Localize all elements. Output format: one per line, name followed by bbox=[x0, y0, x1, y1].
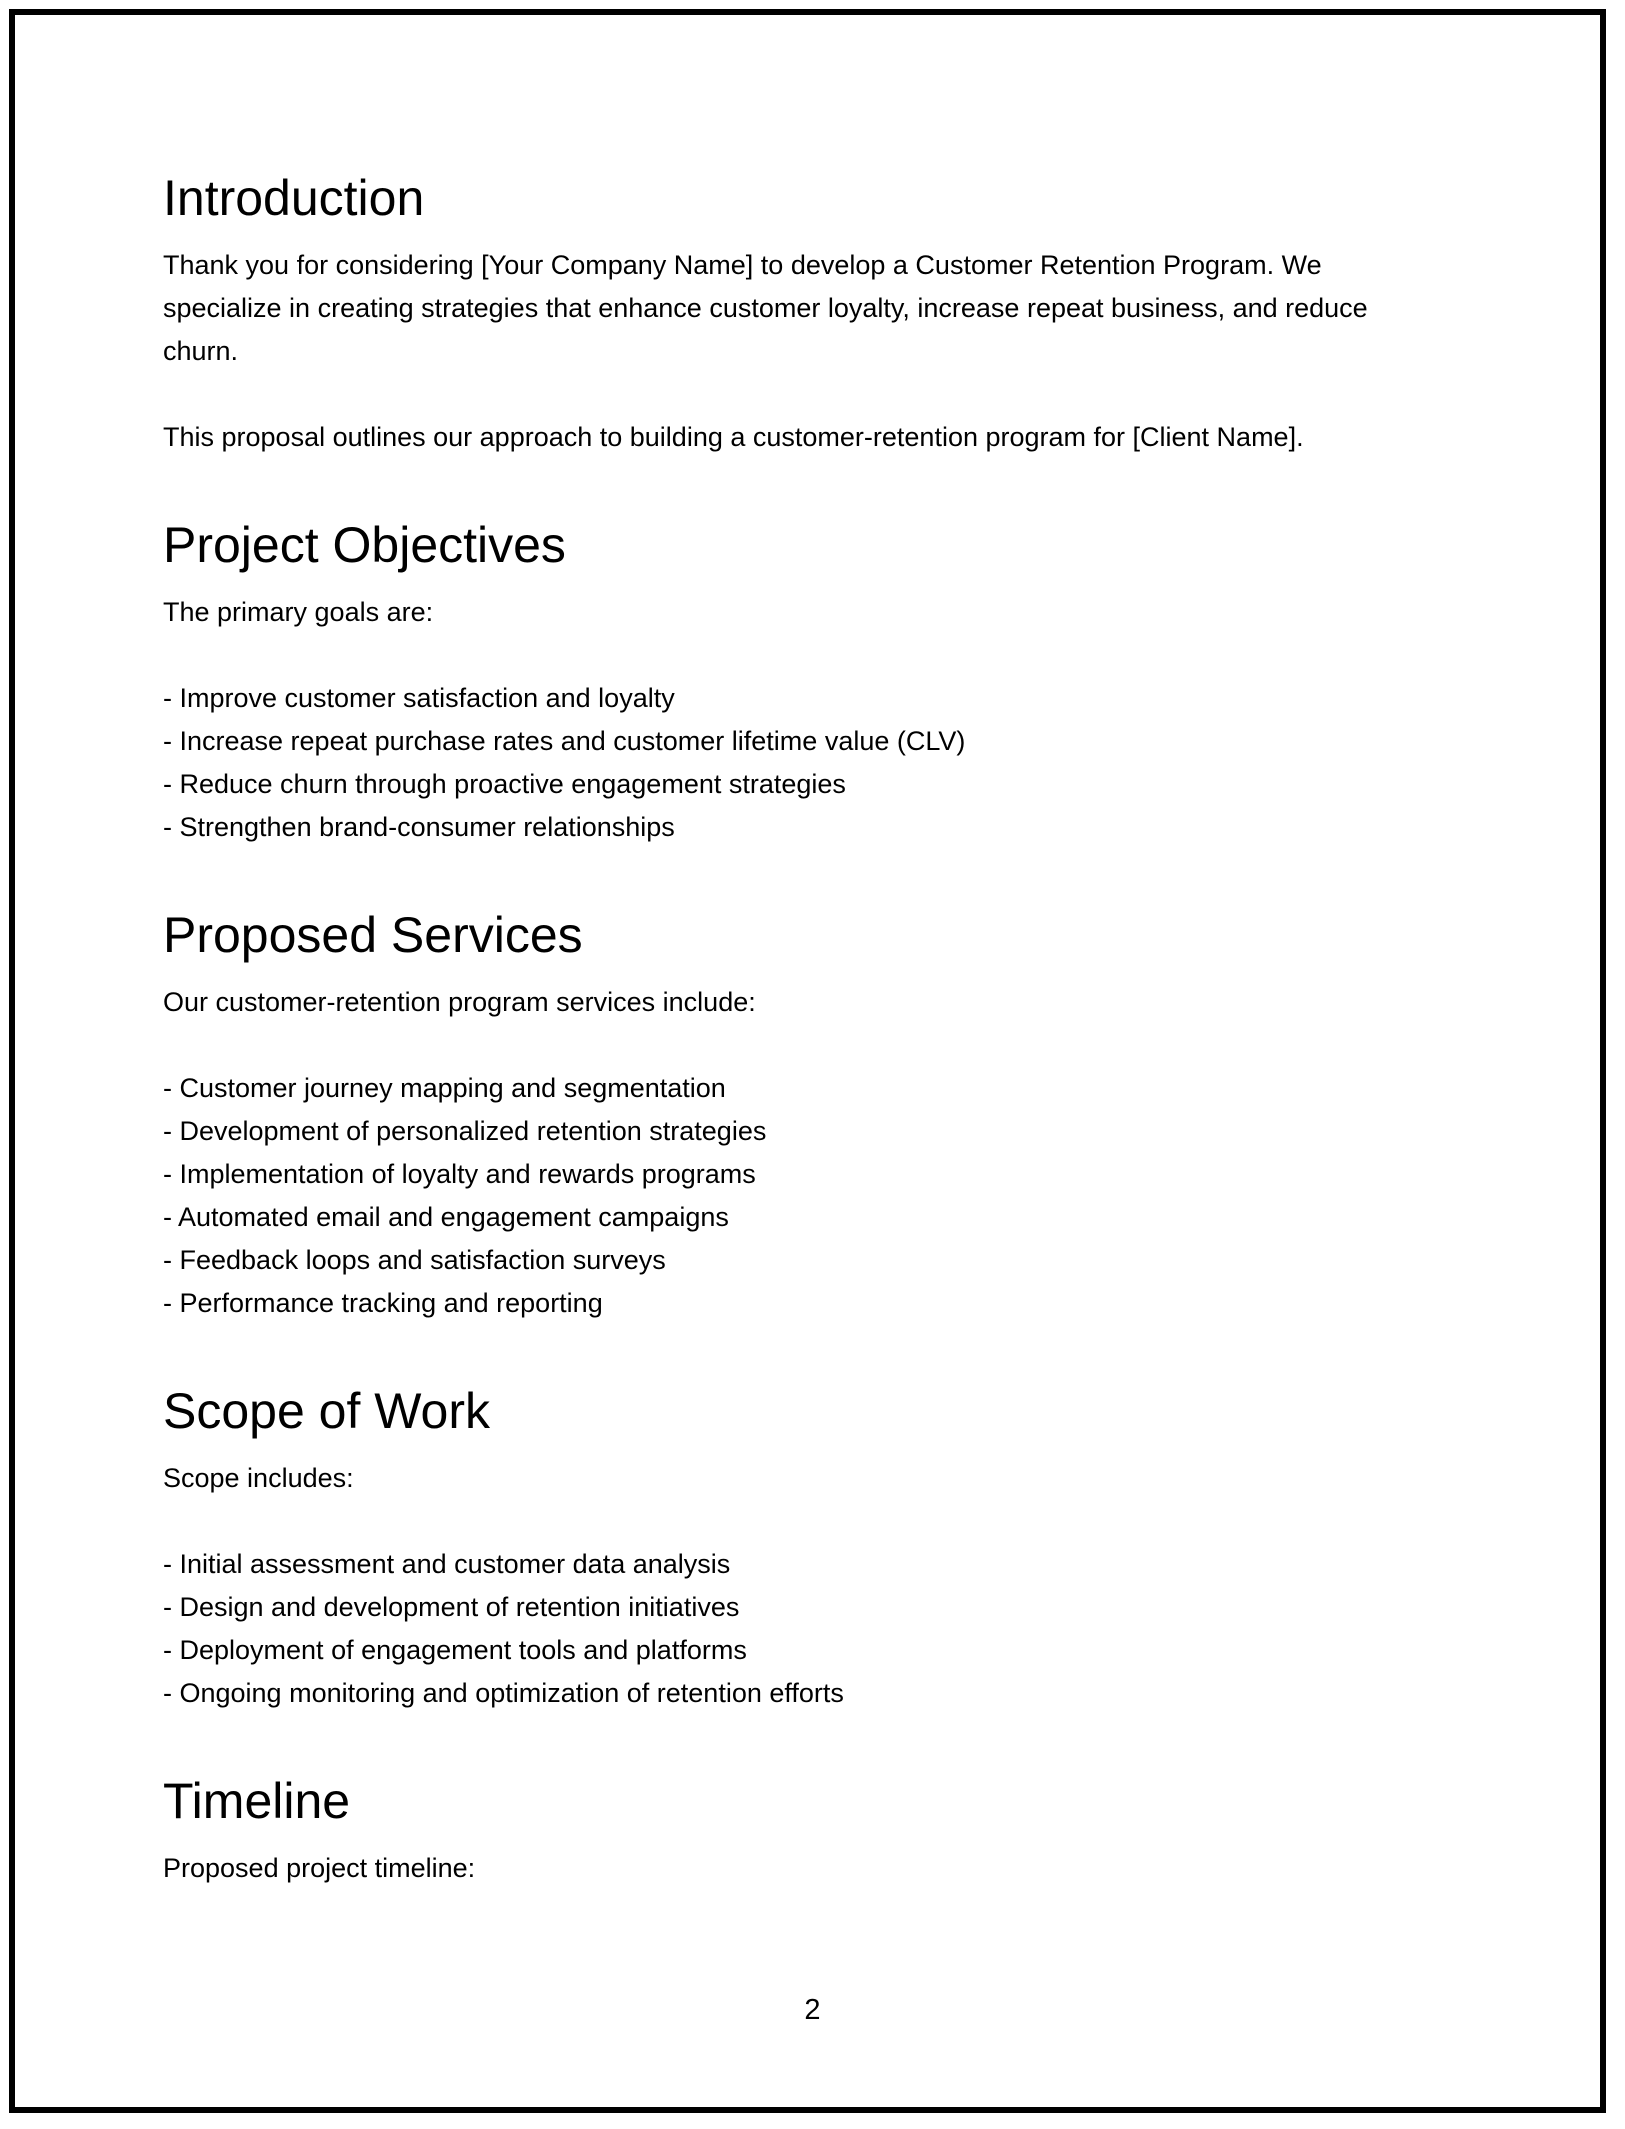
list-item: - Improve customer satisfaction and loyalty bbox=[163, 683, 675, 713]
document-body bbox=[163, 166, 1443, 1944]
services-list bbox=[163, 1067, 1443, 1325]
list-item: - Ongoing monitoring and optimization of retention efforts bbox=[163, 1678, 844, 1708]
section-introduction bbox=[163, 166, 1443, 459]
heading-proposed-services: Proposed Services bbox=[163, 907, 583, 963]
list-item: - Customer journey mapping and segmentation bbox=[163, 1073, 726, 1103]
scope-intro: Scope includes: bbox=[163, 1463, 354, 1493]
list-item: - Automated email and engagement campaigns bbox=[163, 1202, 729, 1232]
list-item: - Initial assessment and customer data analysis bbox=[163, 1549, 731, 1579]
objectives-list bbox=[163, 677, 1443, 849]
list-item: - Strengthen brand-consumer relationships bbox=[163, 812, 675, 842]
section-timeline bbox=[163, 1769, 1443, 1890]
objectives-intro: The primary goals are: bbox=[163, 597, 434, 627]
list-item: - Development of personalized retention strategies bbox=[163, 1116, 767, 1146]
services-intro: Our customer-retention program services include: bbox=[163, 987, 756, 1017]
list-item: - Implementation of loyalty and rewards programs bbox=[163, 1159, 756, 1189]
list-item: - Reduce churn through proactive engagement strategies bbox=[163, 769, 846, 799]
section-scope-of-work bbox=[163, 1379, 1443, 1715]
intro-paragraph-1: Thank you for considering [Your Company Name] to develop a Customer Retention Program. We specialize in creating strategies that enhance customer loyalty, increase repeat business, and reduce churn. bbox=[163, 250, 1368, 366]
section-project-objectives bbox=[163, 513, 1443, 849]
list-item: - Feedback loops and satisfaction surveys bbox=[163, 1245, 666, 1275]
list-item: - Increase repeat purchase rates and customer lifetime value (CLV) bbox=[163, 726, 966, 756]
heading-project-objectives: Project Objectives bbox=[163, 517, 566, 573]
list-item: - Deployment of engagement tools and platforms bbox=[163, 1635, 747, 1665]
heading-scope-of-work: Scope of Work bbox=[163, 1383, 491, 1439]
heading-timeline: Timeline bbox=[163, 1773, 351, 1829]
timeline-intro: Proposed project timeline: bbox=[163, 1853, 476, 1883]
heading-introduction: Introduction bbox=[163, 170, 425, 226]
intro-paragraph-2: This proposal outlines our approach to building a customer-retention program for [Client Name]. bbox=[163, 422, 1304, 452]
section-proposed-services bbox=[163, 903, 1443, 1325]
page-number: 2 bbox=[804, 1994, 821, 2026]
scope-list bbox=[163, 1543, 1443, 1715]
list-item: - Design and development of retention initiatives bbox=[163, 1592, 740, 1622]
list-item: - Performance tracking and reporting bbox=[163, 1288, 603, 1318]
